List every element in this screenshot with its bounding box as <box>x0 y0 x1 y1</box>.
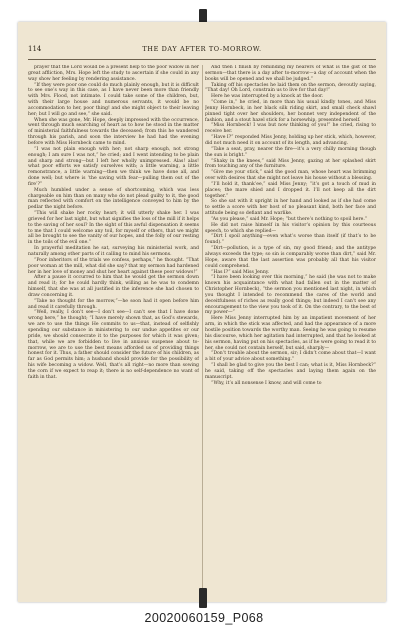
paragraph: “Take no thought for the morrow,”—he soon had it open before him and read it carefully through. <box>28 298 199 310</box>
paragraph: “Why, it’s all nonsense I know, and will come to <box>211 380 322 386</box>
paragraph: “Has I?” said Miss Jenny. <box>211 269 270 275</box>
paragraph: After a pause it occurred to him that he would get the sermon down and read it; for he could hardly think, willing as he was to condemn himself, that she was at all justified in the inference she had chosen to draw concerning it. <box>28 275 199 298</box>
paragraph: Taking off his spectacles he laid them on the sermon, devoutly saying, “That day! Oh Lord, constrain us to live for that day!” <box>205 82 376 94</box>
book-page <box>18 22 386 602</box>
paragraph: “I have been looking over this morning,” he said (he was not to make known his acquaintance with what had fallen out in the matter of Christopher Hornbeck), “the sermon you mentioned last night, in which you thought I intended to recommend the cares of the world and deceitfulness of riches as really good things; but indeed I can’t see any encouragement to the view you took of it. On the contrary, to the best of my power—” <box>205 275 376 316</box>
paragraph: “Shaky in the knees,” said Miss Jenny, gazing at her splashed skirt from touching any of the furniture. <box>205 158 376 170</box>
paragraph: “I’ll hold it, thank’ee,” said Miss Jenny; “it’s got a touch of mud in places; the mare shied and I dropped it. I’ll not keep all the dirt together.” <box>205 181 376 199</box>
paragraph: Much humbled under a sense of shortcoming, which was less chargeable on him than on many who do not plead guilty to it, the good man reflected with comfort on the intelligence conveyed to him by the pedlar the night before. <box>28 187 199 211</box>
paragraph: When she was gone, Mr. Hope, deeply impressed with the occurrence, went through much searching of heart as to how he stood in the matter of ministerial faithfulness towards the deceased; from this he wandered through his parish, and soon the interview he had had the evening before with Miss Hornbeck came to mind. <box>28 117 199 146</box>
paragraph: prayer that the Lord would be a present help to the poor widow in her great affliction, Mrs. Hope left the study to ascertain if she could in any way show her feeling by rendering assistance. <box>28 65 199 82</box>
left-column <box>28 65 199 593</box>
paragraph: He did not raise himself in his visitor’s opinion by this courteous speech, to which she replied— <box>205 222 376 234</box>
scan-id-label: 20020060159_P068 <box>144 611 264 625</box>
paragraph: “As you please,” said Mr. Hope; “but there’s nothing to spoil here.” <box>211 216 368 222</box>
paragraph: “Well, really, I don’t see—I don’t see—I can’t see that I have done wrong here,” he thought; “I have merely shown that, as God’s stewards, we are to use the things He commits to us—that, instead of selfishly spending our substance in ministering to our undue appetites or our pride, we should consecrate it to the purposes for which it was given; that, while we are forbidden to live in anxious suspense about to-morrow, we are to use the best means afforded us of providing things honest for it. Thus, a father should consider the future of his children, as far as God permits him; a husband should provide for the possibility of his wife becoming a widow. Well, that’s all right—no more than sowing the corn if we expect to reap it; there is no self-dependence no want of faith in that. <box>28 310 199 380</box>
paragraph: “Dirt I spoil anything—even what’s worse than itself (if that’s to be found).” <box>205 234 376 246</box>
right-column <box>205 65 376 593</box>
paragraph: “Miss Hornbeck! I was but now thinking of you!” he cried, rising to receive her. <box>205 123 376 135</box>
column-divider <box>202 65 203 593</box>
paragraph: Here he was interrupted by a knock at the door. <box>211 94 324 100</box>
paragraph: In prayerful meditation he sat, surveying his ministerial work, and naturally among other parts of it calling to mind his sermons. <box>28 246 199 257</box>
running-title: THE DAY AFTER TO-MORROW. <box>142 45 262 53</box>
paragraph: “Have I?” responded Miss Jenny, holding up her stick, which, however, did not much need it on account of its length, and advancing. <box>205 135 376 146</box>
paragraph: “Don’t trouble about the sermon, sir; I didn’t come about that—I want a bit of your advice about something.” <box>205 351 376 363</box>
paragraph: “Come in,” he cried, in more than his usual kindly tones, and Miss Jenny Hornbeck, in her black silk riding skirt, and small check shawl pinned tight over her shoulders, her bonnet very independent of the fashion, and a stout hazel stick for a horsewhip, presented herself. <box>205 100 376 123</box>
paragraph: “Poor inheritors of the trials we confess, perhaps,” he thought. “That poor woman at the mill, what did she say? that my sermon had hardened her in her love of money and shut her heart against these poor widows!” <box>28 257 199 275</box>
paragraph: And then I finish by reminding my hearers of what is the gist of the sermon—that there is a day after to-morrow—a day of account when the books will be opened and we shall be judged.” <box>205 65 376 82</box>
paragraph: So she sat with it upright in her hand and looked as if she had come to settle a score with her host of no pleasant kind, both her face and attitude being so defiant and warlike. <box>205 199 376 217</box>
paragraph: “Take a seat, pray, nearer the fire—it’s a very chilly morning though the sun is bright.” <box>205 146 376 158</box>
paragraph: “Give me your stick,” said the good man, whose heart was brimming over with desires that she might not leave his house without a blessing. <box>205 170 376 182</box>
paragraph: “I shall be glad to give you the best I can; what is it, Miss Hornbeck?” he said, taking off the spectacles and laying them again on the manuscript. <box>205 363 376 380</box>
page-header <box>28 45 376 60</box>
paragraph: “If they were poor one could do much plainly enough, but it is difficult to see one’s way in this case, as I have never been more than friendly with Mrs. Flood, not intimate. I could take some of the children, but, with their large house and numerous servants, it would be no accommodation to her, poor thing! and she might object to their leaving her; but I will go and see,” she said. <box>28 82 199 117</box>
page-number: 114 <box>28 45 42 53</box>
paragraph: “Dirt—pollution, is a type of sin, my good friend; and the antitype always exceeds the type; so sin is comparably worse than dirt,” said Mr. Hope, aware that the last assertion was probably all that his visitor could comprehend. <box>205 246 376 269</box>
paragraph: “I was not plain enough with her; not sharp enough, not strong enough; I am sure I was not,” he cried; and I went intending to be plain and sharp and strong—but I left her wholly unimpressed. Alas! alas! what poor efforts we satisfy ourselves with; a little warning, a little remonstrance, a little warning—then we think we have done all, and done well; but where is ‘the saving with fear—pulling them out of the fire’?” <box>28 146 199 187</box>
paragraph: “This will shake her rocky heart; it will utterly shake her. I was grieved for her last night, but what signifies the loss of the mill if it helps to the saving of her soul? In the sight of this awful dispensation it seems to me that I could welcome any toil, for myself or others, that we might all be brought to see the vanity of our hopes, and the folly of our resting in the toils of the evil one.” <box>28 211 199 246</box>
paragraph: Here Miss Jenny interrupted him by an impatient movement of her arm, in which the stick was affected, and had the appearance of a more hostile position towards the worthy man. Seeing he was going to resume his discourse, which her agitation had interrupted, and that he looked at his sermon, having put on his spectacles, as if he were going to read it to her, she could not contain herself, but said, sharply— <box>205 316 376 351</box>
binder-clip-bottom <box>199 588 207 608</box>
